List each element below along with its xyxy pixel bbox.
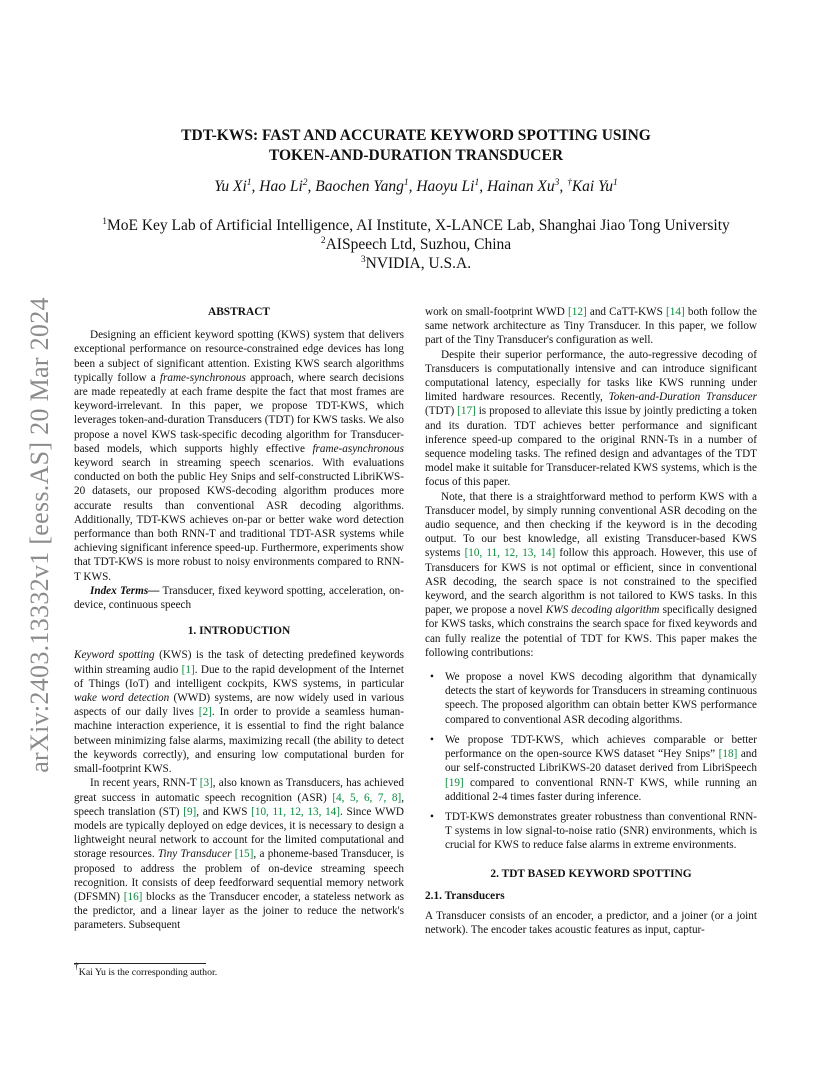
citation-link[interactable]: [ 18 ] xyxy=(719,748,738,760)
intro-paragraph: work on small-footprint WWD [ 12 ] and CaTT-KWS [ 14 ] both follow the same network architecture as Tiny Transducer. In this paper, we follow part of the Tiny Transducer's configuration as well. xyxy=(425,305,757,348)
abstract-heading: ABSTRACT xyxy=(207,306,271,318)
title-line-1: TDT-KWS: FAST AND ACCURATE KEYWORD SPOTTING USING xyxy=(181,127,651,144)
list-item: • We propose a novel KWS decoding algorithm that dynamically detects the start of keywords for Transducers in streaming continuous speech. The proposed algorithm can obtain better KWS performance compared to conventional ASR decoding algorithms. xyxy=(430,671,757,726)
author: Yu Xi$^1$ xyxy=(214,178,252,195)
citation-link[interactable]: [ 12 ] xyxy=(568,306,587,318)
author: Hao Li$^2$ xyxy=(259,178,308,195)
citation-link[interactable]: [ 14 ] xyxy=(666,306,685,318)
intro-paragraph: Note, that there is a straightforward method to perform KWS with a Transducer model, by simply running conventional ASR decoding on the audio sequence, and then checking if the keyword is in the decoding output. To our best knowledge, all existing Transducer-based KWS systems [ 10, 11, 12, 13, 14 ] follow this approach. However, this use of Transducers for KWS is not optimal or efficient, since in conventional ASR decoding, the search space is not constrained to the specified keyword, and the search algorithm is not tailored to KWS tasks. In this paper, we propose a novel KWS decoding algorithm specifically designed for KWS tasks, which constrains the search space for fixed keywords and can fully realize the potential of TDT for KWS. This paper makes the following contributions: xyxy=(425,490,757,660)
citation-link[interactable]: [ 1 ] xyxy=(182,664,195,676)
arxiv-identifier: arXiv:2403.13332v1 [eess.AS] 20 Mar 2024 xyxy=(25,297,54,773)
abstract-text: Designing an efficient keyword spotting (KWS) system that delivers exceptional performance on resource-constrained edge devices has long been a subject of significant attention. Existing KWS search algorithms typically follow a frame-synchronous approach, where search decisions are made repeatedly at each frame despite the fact that most frames are keyword-irrelevant. In this paper, we propose TDT-KWS, which leverages token-and-duration Transducers (TDT) for KWS tasks. We also propose a novel KWS task-specific decoding algorithm for Transducer-based models, which supports highly effective frame-asynchronous keyword search in streaming speech scenarios. With evaluations conducted on both the public Hey Snips and self-constructed LibriKWS-20 datasets, our proposed KWS-decoding algorithm produces more accurate results than conventional ASR decoding algorithms. Additionally, TDT-KWS achieves on-par or better wake word detection performance than both RNN-T and traditional TDT-ASR systems while achieving significant inference speed-up. Furthermore, experiments show that TDT-KWS is more robust to noisy environments compared to RNN-T KWS. xyxy=(74,329,404,583)
section-2-paragraph: A Transducer consists of an encoder, a predictor, and a joiner (or a joint network). The encoder takes acoustic features as input, captur- xyxy=(425,909,757,937)
affiliations xyxy=(60,216,772,273)
subsection-heading: 2.1. Transducers xyxy=(425,889,505,902)
citation-link[interactable]: [ 19 ] xyxy=(445,777,464,789)
left-column xyxy=(74,305,404,933)
title-line-2: TOKEN-AND-DURATION TRANSDUCER xyxy=(268,147,564,164)
citation-link[interactable]: [ 2 ] xyxy=(199,706,212,718)
citation-link[interactable]: [ 15 ] xyxy=(235,848,254,860)
right-column xyxy=(425,305,757,937)
citation-link[interactable]: [ 10, 11, 12, 13, 14 ] xyxy=(251,806,340,818)
section-2-heading: 2. TDT BASED KEYWORD SPOTTING xyxy=(490,867,692,880)
bullet-icon: • xyxy=(430,810,434,823)
index-terms: Index Terms— Transducer, fixed keyword spotting, acceleration, on-device, continuous speech xyxy=(74,584,404,612)
intro-paragraph: In recent years, RNN-T [ 3 ] , also known as Transducers, has achieved great success in automatic speech recognition (ASR) [ 4, 5, 6, 7, 8 ] , speech translation (ST) [ 9 ] , and KWS [ 10, 11, 12, 13, 14 ] . Since WWD models are typically deployed on edge devices, it is necessary to design a lightweight neural network to account for the limited computational and storage resources. Tiny Transducer [ 15 ] , a phoneme-based Transducer, is proposed to address the problem of on-device streaming speech recognition. It consists of deep feedforward sequential memory network (DFSMN) [ 16 ] blocks as the Transducer encoder, a stateless network as the predictor, and a linear layer as the joiner to reduce the network's parameters. Subsequent xyxy=(74,776,404,932)
citation-link[interactable]: [ 4, 5, 6, 7, 8 ] xyxy=(332,792,401,804)
paper-title xyxy=(100,126,732,166)
contribution-list xyxy=(425,670,757,852)
author: †Kai Yu$^1$ xyxy=(567,178,618,195)
dagger-symbol: † xyxy=(74,962,79,972)
introduction-heading: 1. INTRODUCTION xyxy=(187,625,291,638)
bullet-icon: • xyxy=(430,733,434,746)
list-item: • We propose TDT-KWS, which achieves comparable or better performance on the open-source KWS dataset “Hey Snips” [ 18 ] and our self-constructed LibriKWS-20 dataset derived from LibriSpeech [ 19 ] compared to conventional RNN-T KWS, while running an additional 2-4 times faster during inference. xyxy=(425,733,757,804)
footnote-rule xyxy=(74,963,206,964)
bullet-icon: • xyxy=(430,671,434,684)
citation-link[interactable]: [ 10, 11, 12, 13, 14 ] xyxy=(465,547,556,559)
citation-link[interactable]: [ 17 ] xyxy=(457,405,476,417)
citation-link[interactable]: [ 3 ] xyxy=(200,777,213,789)
footnote-text: Kai Yu is the corresponding author. xyxy=(78,967,218,978)
arxiv-sidebar xyxy=(22,275,58,795)
intro-paragraph: Despite their superior performance, the auto-regressive decoding of Transducers is computationally intensive and can introduce significant computational latency, especially for tasks like KWS running under limited hardware resources. Recently, Token-and-Duration Transducer (TDT) [ 17 ] is proposed to alleviate this issue by jointly predicting a token and its duration. TDT achieves better performance and significant inference speed-up compared to the original RNN-Ts in a number of sequence modeling tasks. The refined design and advantages of the TDT model make it suitable for Transducer-related KWS systems, which is the focus of this paper. xyxy=(425,348,757,490)
author-list: Yu Xi$^1$, Hao Li$^2$, Baochen Yang$^1$, Haoyu Li$^1$, Hainan Xu$^3$, †Kai Yu$^1$ xyxy=(214,178,618,195)
affiliation: $^2$AISpeech Ltd, Suzhou, China xyxy=(320,236,512,253)
citation-link[interactable]: [ 9 ] xyxy=(183,806,196,818)
footnote xyxy=(74,963,404,978)
affiliation: $^3$NVIDIA, U.S.A. xyxy=(360,255,472,272)
author: Baochen Yang$^1$ xyxy=(315,178,409,195)
list-item: • TDT-KWS demonstrates greater robustness than conventional RNN-T systems in low signal-to-noise ratio (SNR) environments, which is crucial for KWS to reduce false alarms in extreme environments. xyxy=(430,810,757,852)
intro-paragraph: Keyword spotting (KWS) is the task of detecting predefined keywords within streaming audio [ 1 ] . Due to the rapid development of the Internet of Things (IoT) and intelligent cockpits, KWS systems, in particular wake word detection (WWD) systems, are now widely used in various aspects of our daily lives [ 2 ] . In order to provide a seamless human-machine interaction experience, it is essential to find the right balance between minimizing false alarms, maximizing recall (the ability to detect the keywords correctly), and ensuring low computational burden for small-footprint KWS. xyxy=(74,648,404,776)
citation-link[interactable]: [ 16 ] xyxy=(124,891,143,903)
affiliation: $^1$MoE Key Lab of Artificial Intelligence, AI Institute, X-LANCE Lab, Shanghai Jiao Tong University xyxy=(102,217,730,234)
author: Hainan Xu$^3$ xyxy=(486,178,560,195)
author: Haoyu Li$^1$ xyxy=(416,178,480,195)
